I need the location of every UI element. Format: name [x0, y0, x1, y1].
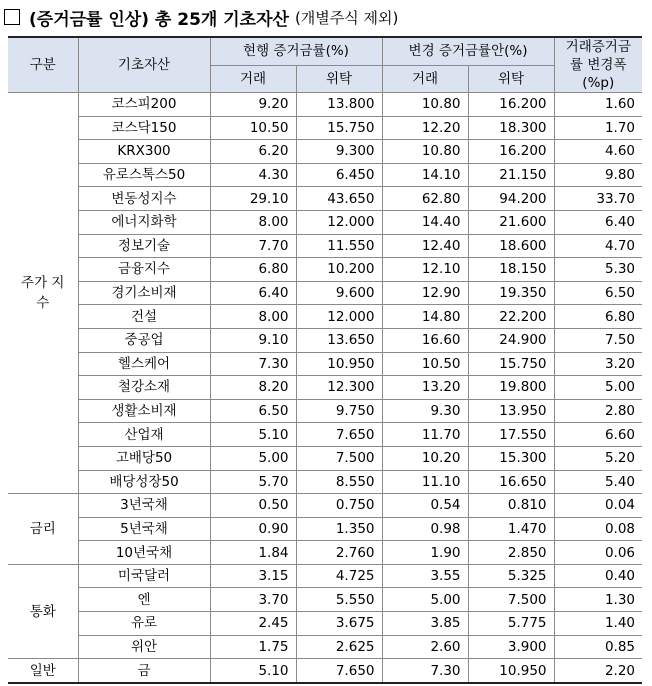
proposed-trust: 15.300 — [468, 446, 554, 470]
table-row — [8, 399, 642, 423]
proposed-trust: 15.750 — [468, 352, 554, 376]
table-row — [8, 352, 642, 376]
asset-name: 금융지수 — [78, 258, 210, 282]
current-trade: 1.84 — [210, 541, 296, 565]
asset-name: 변동성지수 — [78, 187, 210, 211]
current-trust: 43.650 — [296, 187, 382, 211]
current-trust: 9.300 — [296, 140, 382, 164]
asset-name: 금 — [78, 659, 210, 683]
proposed-trust: 16.650 — [468, 470, 554, 494]
asset-name: 생활소비재 — [78, 399, 210, 423]
proposed-trade: 10.20 — [382, 446, 468, 470]
asset-name: 배당성장50 — [78, 470, 210, 494]
asset-name: KRX300 — [78, 140, 210, 164]
current-trade: 6.80 — [210, 258, 296, 282]
table-row — [8, 635, 642, 659]
asset-name: 유로 — [78, 612, 210, 636]
proposed-trade: 3.55 — [382, 564, 468, 588]
current-trust: 2.625 — [296, 635, 382, 659]
change-value: 4.70 — [554, 234, 642, 258]
table-row — [8, 564, 642, 588]
current-trust: 6.450 — [296, 163, 382, 187]
table-row — [8, 423, 642, 447]
current-trust: 1.350 — [296, 517, 382, 541]
current-trust: 12.000 — [296, 305, 382, 329]
current-trade: 5.10 — [210, 659, 296, 683]
header-proposed-trust: 위탁 — [468, 65, 554, 92]
asset-name: 경기소비재 — [78, 281, 210, 305]
change-value: 4.60 — [554, 140, 642, 164]
checkbox-square-icon — [4, 9, 20, 25]
proposed-trade: 10.80 — [382, 140, 468, 164]
change-value: 0.40 — [554, 564, 642, 588]
proposed-trust: 21.150 — [468, 163, 554, 187]
asset-name: 위안 — [78, 635, 210, 659]
asset-name: 3년국채 — [78, 494, 210, 518]
proposed-trade: 13.20 — [382, 376, 468, 400]
table-row — [8, 612, 642, 636]
current-trust: 9.600 — [296, 281, 382, 305]
change-value: 0.85 — [554, 635, 642, 659]
table-row — [8, 234, 642, 258]
group-label: 통화 — [8, 564, 78, 658]
title-sub: (개별주식 제외) — [294, 8, 399, 27]
proposed-trade: 12.10 — [382, 258, 468, 282]
table-row — [8, 376, 642, 400]
table-row — [8, 588, 642, 612]
proposed-trust: 22.200 — [468, 305, 554, 329]
table-row — [8, 541, 642, 565]
current-trust: 13.650 — [296, 328, 382, 352]
proposed-trust: 16.200 — [468, 140, 554, 164]
current-trade: 6.40 — [210, 281, 296, 305]
table-row — [8, 446, 642, 470]
table-row — [8, 93, 642, 117]
asset-name: 엔 — [78, 588, 210, 612]
proposed-trust: 0.810 — [468, 494, 554, 518]
table-row — [8, 281, 642, 305]
current-trade: 1.75 — [210, 635, 296, 659]
change-value: 1.30 — [554, 588, 642, 612]
proposed-trade: 7.30 — [382, 659, 468, 683]
current-trade: 0.90 — [210, 517, 296, 541]
proposed-trade: 11.70 — [382, 423, 468, 447]
group-label: 일반 — [8, 659, 78, 683]
header-current-trust: 위탁 — [296, 65, 382, 92]
proposed-trust: 24.900 — [468, 328, 554, 352]
proposed-trade: 3.85 — [382, 612, 468, 636]
current-trust: 10.200 — [296, 258, 382, 282]
current-trade: 4.30 — [210, 163, 296, 187]
asset-name: 코스피200 — [78, 93, 210, 117]
current-trust: 0.750 — [296, 494, 382, 518]
proposed-trade: 14.80 — [382, 305, 468, 329]
header-proposed: 변경 증거금률안(%) — [382, 37, 554, 65]
change-value: 5.20 — [554, 446, 642, 470]
asset-name: 고배당50 — [78, 446, 210, 470]
table-row — [8, 163, 642, 187]
table-row — [8, 140, 642, 164]
proposed-trade: 14.10 — [382, 163, 468, 187]
change-value: 1.70 — [554, 116, 642, 140]
proposed-trust: 17.550 — [468, 423, 554, 447]
proposed-trade: 12.90 — [382, 281, 468, 305]
proposed-trust: 16.200 — [468, 93, 554, 117]
proposed-trade: 12.40 — [382, 234, 468, 258]
current-trade: 5.00 — [210, 446, 296, 470]
change-value: 1.60 — [554, 93, 642, 117]
asset-name: 유로스톡스50 — [78, 163, 210, 187]
proposed-trade: 1.90 — [382, 541, 468, 565]
table-row — [8, 328, 642, 352]
change-value: 33.70 — [554, 187, 642, 211]
table-row — [8, 116, 642, 140]
proposed-trust: 7.500 — [468, 588, 554, 612]
current-trade: 6.20 — [210, 140, 296, 164]
current-trust: 7.650 — [296, 659, 382, 683]
group-label: 금리 — [8, 494, 78, 565]
current-trade: 5.10 — [210, 423, 296, 447]
change-value: 1.40 — [554, 612, 642, 636]
change-value: 0.08 — [554, 517, 642, 541]
proposed-trade: 12.20 — [382, 116, 468, 140]
proposed-trust: 94.200 — [468, 187, 554, 211]
proposed-trust: 18.600 — [468, 234, 554, 258]
table-row — [8, 659, 642, 683]
change-value: 2.80 — [554, 399, 642, 423]
current-trust: 12.000 — [296, 210, 382, 234]
current-trade: 7.30 — [210, 352, 296, 376]
proposed-trade: 16.60 — [382, 328, 468, 352]
proposed-trust: 5.325 — [468, 564, 554, 588]
proposed-trade: 14.40 — [382, 210, 468, 234]
table-row — [8, 517, 642, 541]
change-value: 6.80 — [554, 305, 642, 329]
proposed-trade: 0.54 — [382, 494, 468, 518]
change-value: 3.20 — [554, 352, 642, 376]
proposed-trust: 18.300 — [468, 116, 554, 140]
current-trust: 8.550 — [296, 470, 382, 494]
proposed-trust: 18.150 — [468, 258, 554, 282]
title-main: (증거금률 인상) 총 25개 기초자산 — [29, 9, 289, 30]
current-trade: 9.20 — [210, 93, 296, 117]
current-trust: 3.675 — [296, 612, 382, 636]
table-row — [8, 258, 642, 282]
asset-name: 코스닥150 — [78, 116, 210, 140]
margin-rate-table — [8, 36, 642, 684]
page-title — [4, 4, 398, 30]
proposed-trade: 10.80 — [382, 93, 468, 117]
current-trade: 8.20 — [210, 376, 296, 400]
proposed-trust: 10.950 — [468, 659, 554, 683]
current-trust: 12.300 — [296, 376, 382, 400]
group-label: 주가 지수 — [8, 93, 78, 494]
current-trust: 13.800 — [296, 93, 382, 117]
current-trust: 9.750 — [296, 399, 382, 423]
change-value: 7.50 — [554, 328, 642, 352]
proposed-trade: 0.98 — [382, 517, 468, 541]
table-row — [8, 470, 642, 494]
table-row — [8, 494, 642, 518]
proposed-trust: 5.775 — [468, 612, 554, 636]
asset-name: 미국달러 — [78, 564, 210, 588]
header-current: 현행 증거금률(%) — [210, 37, 382, 65]
change-value: 5.00 — [554, 376, 642, 400]
current-trust: 7.650 — [296, 423, 382, 447]
proposed-trust: 19.800 — [468, 376, 554, 400]
proposed-trade: 5.00 — [382, 588, 468, 612]
change-value: 0.06 — [554, 541, 642, 565]
asset-name: 에너지화학 — [78, 210, 210, 234]
current-trade: 6.50 — [210, 399, 296, 423]
current-trust: 11.550 — [296, 234, 382, 258]
table-row — [8, 210, 642, 234]
proposed-trust: 1.470 — [468, 517, 554, 541]
header-change: 거래증거금률 변경폭(%p) — [554, 37, 642, 93]
table-row — [8, 305, 642, 329]
current-trade: 29.10 — [210, 187, 296, 211]
table-body — [8, 93, 642, 683]
proposed-trust: 2.850 — [468, 541, 554, 565]
current-trade: 3.70 — [210, 588, 296, 612]
header-group: 구분 — [8, 37, 78, 93]
change-value: 6.60 — [554, 423, 642, 447]
header-proposed-trade: 거래 — [382, 65, 468, 92]
current-trade: 10.50 — [210, 116, 296, 140]
current-trade: 8.00 — [210, 210, 296, 234]
asset-name: 중공업 — [78, 328, 210, 352]
asset-name: 5년국채 — [78, 517, 210, 541]
current-trade: 2.45 — [210, 612, 296, 636]
proposed-trade: 11.10 — [382, 470, 468, 494]
change-value: 5.40 — [554, 470, 642, 494]
asset-name: 10년국채 — [78, 541, 210, 565]
proposed-trade: 9.30 — [382, 399, 468, 423]
change-value: 2.20 — [554, 659, 642, 683]
change-value: 9.80 — [554, 163, 642, 187]
asset-name: 철강소재 — [78, 376, 210, 400]
current-trade: 9.10 — [210, 328, 296, 352]
asset-name: 정보기술 — [78, 234, 210, 258]
current-trade: 3.15 — [210, 564, 296, 588]
proposed-trade: 10.50 — [382, 352, 468, 376]
change-value: 6.50 — [554, 281, 642, 305]
proposed-trust: 21.600 — [468, 210, 554, 234]
change-value: 0.04 — [554, 494, 642, 518]
proposed-trade: 2.60 — [382, 635, 468, 659]
current-trade: 0.50 — [210, 494, 296, 518]
change-value: 5.30 — [554, 258, 642, 282]
current-trust: 10.950 — [296, 352, 382, 376]
asset-name: 헬스케어 — [78, 352, 210, 376]
current-trade: 7.70 — [210, 234, 296, 258]
current-trust: 2.760 — [296, 541, 382, 565]
proposed-trust: 13.950 — [468, 399, 554, 423]
header-asset: 기초자산 — [78, 37, 210, 93]
current-trust: 5.550 — [296, 588, 382, 612]
current-trust: 15.750 — [296, 116, 382, 140]
header-current-trade: 거래 — [210, 65, 296, 92]
proposed-trust: 19.350 — [468, 281, 554, 305]
proposed-trust: 3.900 — [468, 635, 554, 659]
asset-name: 건설 — [78, 305, 210, 329]
current-trade: 5.70 — [210, 470, 296, 494]
current-trust: 4.725 — [296, 564, 382, 588]
table-row — [8, 187, 642, 211]
proposed-trade: 62.80 — [382, 187, 468, 211]
asset-name: 산업재 — [78, 423, 210, 447]
change-value: 6.40 — [554, 210, 642, 234]
current-trade: 8.00 — [210, 305, 296, 329]
current-trust: 7.500 — [296, 446, 382, 470]
